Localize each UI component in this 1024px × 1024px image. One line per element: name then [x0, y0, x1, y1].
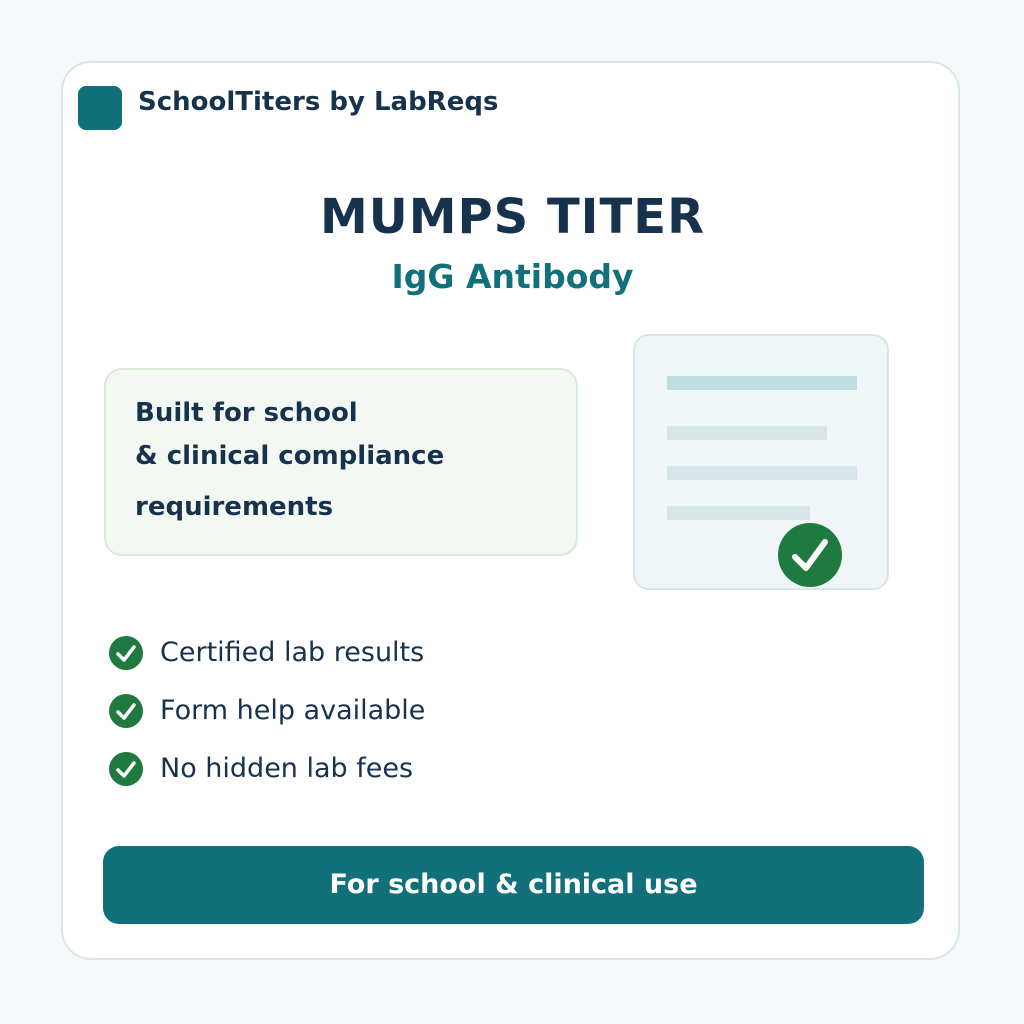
compliance-text-line-3: requirements — [135, 492, 334, 522]
document-check-icon — [633, 334, 889, 590]
brand-logo-icon — [78, 86, 122, 130]
compliance-text-line-1: Built for school — [135, 398, 358, 428]
check-circle-icon — [777, 522, 843, 588]
document-line — [667, 466, 857, 480]
feature-label: No hidden lab fees — [160, 753, 414, 784]
document-line — [667, 506, 810, 520]
page-title: MUMPS TITER — [319, 189, 706, 245]
check-circle-icon — [108, 635, 144, 671]
feature-label: Form help available — [160, 695, 426, 726]
check-circle-icon — [108, 751, 144, 787]
product-card — [61, 61, 960, 960]
brand-name: SchoolTiters by LabReqs — [138, 87, 499, 117]
cta-button[interactable]: For school & clinical use — [103, 846, 924, 924]
compliance-callout — [104, 368, 578, 556]
feature-label: Certified lab results — [160, 637, 425, 668]
page-subtitle: IgG Antibody — [391, 257, 634, 296]
compliance-text-line-2: & clinical compliance — [135, 441, 445, 471]
document-line — [667, 426, 827, 440]
document-line — [667, 376, 857, 390]
check-circle-icon — [108, 693, 144, 729]
